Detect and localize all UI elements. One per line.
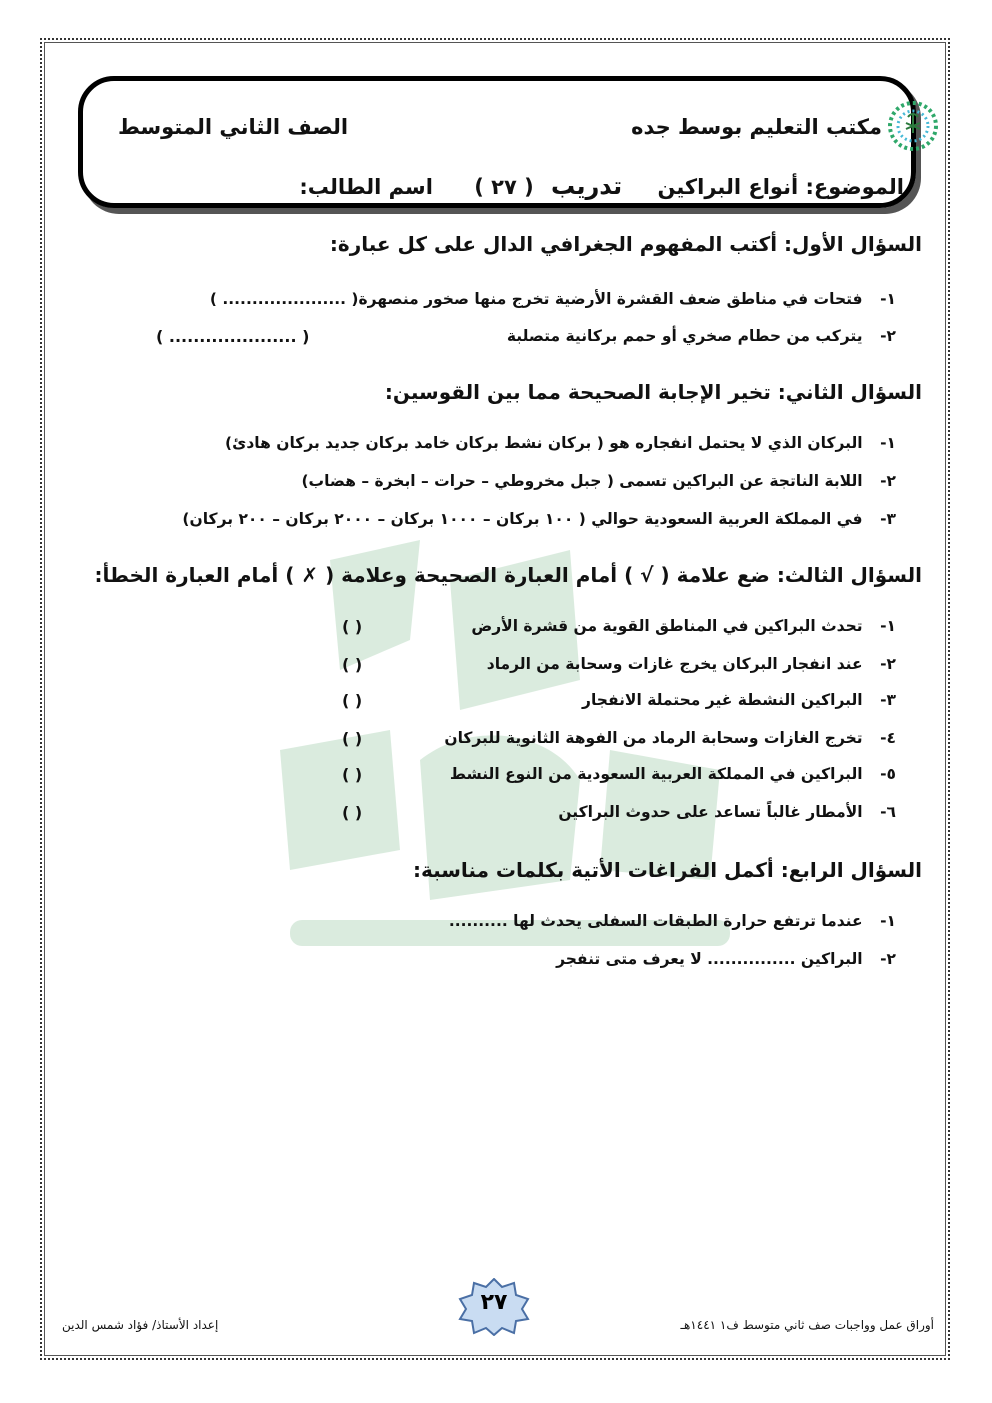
item-number: ١- xyxy=(880,617,896,635)
footer-series: أوراق عمل وواجبات صف ثاني متوسط ف١ ١٤٤١هـ xyxy=(680,1318,934,1332)
item-text: يتركب من حطام صخري أو حمم بركانية متصلبة xyxy=(506,327,863,345)
item-number: ١- xyxy=(880,912,896,930)
ministry-logo-icon xyxy=(886,99,940,153)
item-text: البركان الذي لا يحتمل انفجاره هو ( بركان نشط بركان خامد بركان جديد بركان هادئ) xyxy=(225,434,863,452)
answer-box[interactable]: ( ) xyxy=(342,691,363,710)
question-1-title: السؤال الأول: أكتب المفهوم الجغرافي الدال على كل عبارة: xyxy=(329,232,922,256)
q2-item-1 xyxy=(225,434,896,452)
item-number: ٢- xyxy=(880,327,896,345)
item-number: ١- xyxy=(880,434,896,452)
q3-item-2 xyxy=(487,655,896,673)
item-text: البراكين في المملكة العربية السعودية من النوع النشط xyxy=(449,765,863,783)
item-number: ٦- xyxy=(880,803,896,821)
q2-item-3 xyxy=(182,510,896,528)
q3-item-3 xyxy=(582,691,896,709)
item-number: ٥- xyxy=(880,765,896,783)
training-number: ( ٢٧ ) xyxy=(474,175,534,199)
training-label: تدريب xyxy=(551,172,623,200)
item-number: ٢- xyxy=(880,950,896,968)
q1-item-2-blank: ( ..................... ) xyxy=(156,327,310,346)
q4-item-1 xyxy=(449,912,896,930)
item-text: البراكين ............... لا يعرف متى تنفجر xyxy=(556,950,863,968)
item-text: البراكين النشطة غير محتملة الانفجار xyxy=(582,691,863,709)
q3-item-4 xyxy=(444,729,896,747)
q4-item-2 xyxy=(556,950,896,968)
item-number: ١- xyxy=(880,290,896,308)
item-text: الأمطار غالباً تساعد على حدوث البراكين xyxy=(558,803,863,821)
q1-item-1 xyxy=(210,290,896,308)
item-text: تحدث البراكين في المناطق القوية من قشرة الأرض xyxy=(471,617,863,635)
answer-box[interactable]: ( ) xyxy=(342,617,363,636)
footer-author: إعداد الأستاذ/ فؤاد شمس الدين xyxy=(62,1318,219,1332)
question-4-title: السؤال الرابع: أكمل الفراغات الأتية بكلمات مناسبة: xyxy=(412,858,922,882)
item-text: عند انفجار البركان يخرج غازات وسحابة من الرماد xyxy=(486,655,863,673)
q3-item-1 xyxy=(471,617,896,635)
answer-box[interactable]: ( ) xyxy=(342,765,363,784)
q3-item-6 xyxy=(558,803,896,821)
q2-item-2 xyxy=(301,472,896,490)
item-text: فتحات في مناطق ضعف القشرة الأرضية تخرج منها صخور منصهرة( ..................... ) xyxy=(209,290,863,308)
item-number: ٢- xyxy=(880,472,896,490)
item-number: ٢- xyxy=(880,655,896,673)
question-3-title: السؤال الثالث: ضع علامة ( √ ) أمام العبارة الصحيحة وعلامة ( ✗ ) أمام العبارة الخطأ: xyxy=(94,563,922,587)
office-name: مكتب التعليم بوسط جده xyxy=(631,115,882,139)
item-number: ٣- xyxy=(880,510,896,528)
subject-title: الموضوع: أنواع البراكين xyxy=(657,175,904,199)
grade-label: الصف الثاني المتوسط xyxy=(118,115,349,139)
item-text: في المملكة العربية السعودية حوالي ( ١٠٠ بركان – ١٠٠٠ بركان – ٢٠٠٠ بركان – ٢٠٠ بركان) xyxy=(182,510,863,528)
item-number: ٣- xyxy=(880,691,896,709)
item-text: اللابة الناتجة عن البراكين تسمى ( جبل مخروطي – حرات – ابخرة – هضاب) xyxy=(301,472,863,490)
item-text: تخرج الغازات وسحابة الرماد من الفوهة الثانوية للبركان xyxy=(444,729,863,747)
question-2-title: السؤال الثاني: تخير الإجابة الصحيحة مما بين القوسين: xyxy=(384,380,922,404)
item-text: عندما ترتفع حرارة الطبقات السفلى يحدث لها .......... xyxy=(448,912,863,930)
page-number: ٢٧ xyxy=(480,1290,508,1315)
student-name-label: اسم الطالب: xyxy=(299,175,433,199)
q3-item-5 xyxy=(450,765,896,783)
answer-box[interactable]: ( ) xyxy=(342,655,363,674)
q1-item-2 xyxy=(507,327,896,345)
answer-box[interactable]: ( ) xyxy=(342,729,363,748)
subject-line xyxy=(299,172,904,200)
answer-box[interactable]: ( ) xyxy=(342,803,363,822)
item-number: ٤- xyxy=(880,729,896,747)
